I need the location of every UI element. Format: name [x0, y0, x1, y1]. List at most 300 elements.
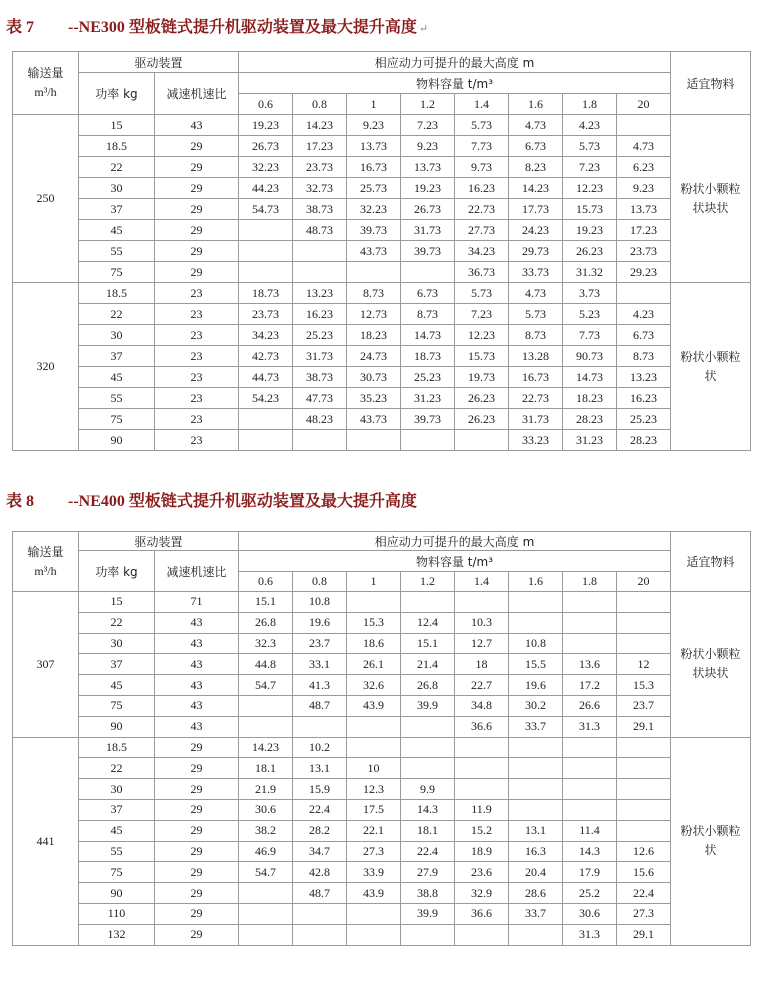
- capacity-unit-label: m³/h: [34, 563, 57, 578]
- height-cell: 33.9: [347, 862, 401, 883]
- table-row: [13, 388, 751, 409]
- ratio-cell: 29: [155, 799, 239, 820]
- height-cell: [347, 430, 401, 451]
- height-cell: [293, 430, 347, 451]
- ratio-cell: 23: [155, 346, 239, 367]
- table-8-title: --NE400 型板链式提升机驱动装置及最大提升高度: [68, 493, 417, 510]
- height-cell: 31.73: [293, 346, 347, 367]
- height-cell: 8.73: [401, 304, 455, 325]
- height-cell: 10.8: [293, 592, 347, 613]
- height-cell: [509, 924, 563, 945]
- height-cell: 15.3: [617, 675, 671, 696]
- height-cell: [401, 716, 455, 737]
- height-cell: 30.73: [347, 367, 401, 388]
- height-cell: 32.23: [239, 157, 293, 178]
- height-cell: [563, 758, 617, 779]
- height-cell: 23.73: [617, 241, 671, 262]
- table-row: [13, 903, 751, 924]
- height-cell: [347, 737, 401, 758]
- height-cell: 19.23: [401, 178, 455, 199]
- capacity-cell: 307: [13, 592, 79, 738]
- height-cell: [563, 737, 617, 758]
- table-row: [13, 115, 751, 136]
- height-cell: 21.9: [239, 779, 293, 800]
- height-cell: [455, 779, 509, 800]
- height-cell: 27.73: [455, 220, 509, 241]
- height-cell: 31.23: [563, 430, 617, 451]
- height-cell: 34.8: [455, 695, 509, 716]
- table-row: [13, 695, 751, 716]
- height-cell: [455, 758, 509, 779]
- drive-header: 驱动装置: [79, 52, 239, 73]
- height-cell: 23.7: [617, 695, 671, 716]
- height-cell: 15.1: [239, 592, 293, 613]
- height-cell: 46.9: [239, 841, 293, 862]
- height-cell: 13.1: [509, 820, 563, 841]
- height-cell: 35.23: [347, 388, 401, 409]
- density-value-header: 1.6: [509, 94, 563, 115]
- height-cell: [239, 430, 293, 451]
- height-cell: 20.4: [509, 862, 563, 883]
- height-cell: 14.23: [293, 115, 347, 136]
- power-cell: 37: [79, 199, 155, 220]
- height-cell: 43.9: [347, 883, 401, 904]
- height-cell: 18.1: [239, 758, 293, 779]
- max-height-header: 相应动力可提升的最大高度 m: [239, 52, 671, 73]
- ratio-cell: 29: [155, 903, 239, 924]
- height-cell: [239, 903, 293, 924]
- height-cell: [239, 716, 293, 737]
- height-cell: 23.73: [293, 157, 347, 178]
- height-cell: 17.9: [563, 862, 617, 883]
- height-cell: 9.23: [617, 178, 671, 199]
- height-cell: 12.6: [617, 841, 671, 862]
- table-row: [13, 862, 751, 883]
- height-cell: 11.4: [563, 820, 617, 841]
- table-row: [13, 346, 751, 367]
- power-cell: 15: [79, 115, 155, 136]
- table-row: [13, 799, 751, 820]
- height-cell: [509, 612, 563, 633]
- density-header: 物料容量 t/m³: [239, 551, 671, 572]
- ratio-cell: 43: [155, 633, 239, 654]
- capacity-cell: 250: [13, 115, 79, 283]
- power-cell: 30: [79, 325, 155, 346]
- height-cell: 18.1: [401, 820, 455, 841]
- height-cell: 3.73: [563, 283, 617, 304]
- height-cell: 28.23: [563, 409, 617, 430]
- ratio-cell: 23: [155, 388, 239, 409]
- material-cell: 粉状小颗粒状: [671, 283, 751, 451]
- height-cell: 18.23: [563, 388, 617, 409]
- height-cell: [401, 592, 455, 613]
- power-cell: 75: [79, 409, 155, 430]
- capacity-header: [13, 52, 79, 115]
- height-cell: 32.3: [239, 633, 293, 654]
- height-cell: 15.9: [293, 779, 347, 800]
- height-cell: 4.73: [509, 115, 563, 136]
- height-cell: [239, 695, 293, 716]
- ratio-cell: 29: [155, 199, 239, 220]
- ratio-cell: 29: [155, 178, 239, 199]
- ratio-cell: 43: [155, 612, 239, 633]
- table-row: [13, 409, 751, 430]
- height-cell: 30.2: [509, 695, 563, 716]
- ratio-cell: 43: [155, 695, 239, 716]
- height-cell: 18.73: [401, 346, 455, 367]
- capacity-header-label: 输送量: [27, 544, 64, 559]
- height-cell: 19.23: [239, 115, 293, 136]
- height-cell: 26.23: [455, 388, 509, 409]
- density-value-header: 1.8: [563, 94, 617, 115]
- height-cell: 13.23: [617, 367, 671, 388]
- height-cell: [617, 592, 671, 613]
- height-cell: 34.7: [293, 841, 347, 862]
- height-cell: 54.7: [239, 675, 293, 696]
- height-cell: 36.6: [455, 903, 509, 924]
- height-cell: 14.23: [509, 178, 563, 199]
- height-cell: 22.73: [455, 199, 509, 220]
- height-cell: 22.4: [293, 799, 347, 820]
- power-cell: 37: [79, 799, 155, 820]
- height-cell: 43.73: [347, 409, 401, 430]
- height-cell: 38.2: [239, 820, 293, 841]
- height-cell: 44.23: [239, 178, 293, 199]
- height-cell: [455, 592, 509, 613]
- height-cell: 17.5: [347, 799, 401, 820]
- height-cell: 5.73: [455, 283, 509, 304]
- ratio-cell: 29: [155, 157, 239, 178]
- height-cell: 32.73: [293, 178, 347, 199]
- table-7: [12, 51, 751, 451]
- ratio-header: 减速机速比: [155, 73, 239, 115]
- ratio-cell: 29: [155, 862, 239, 883]
- height-cell: 38.73: [293, 367, 347, 388]
- max-height-header: 相应动力可提升的最大高度 m: [239, 532, 671, 551]
- height-cell: 41.3: [293, 675, 347, 696]
- ratio-cell: 29: [155, 758, 239, 779]
- height-cell: 33.1: [293, 654, 347, 675]
- density-value-header: 0.8: [293, 572, 347, 592]
- height-cell: 42.73: [239, 346, 293, 367]
- height-cell: 15.73: [455, 346, 509, 367]
- ratio-cell: 29: [155, 737, 239, 758]
- power-cell: 55: [79, 388, 155, 409]
- height-cell: 39.73: [347, 220, 401, 241]
- density-value-header: 1.8: [563, 572, 617, 592]
- height-cell: 16.3: [509, 841, 563, 862]
- ratio-cell: 29: [155, 820, 239, 841]
- ratio-cell: 29: [155, 136, 239, 157]
- power-cell: 22: [79, 758, 155, 779]
- height-cell: [239, 883, 293, 904]
- height-cell: 44.8: [239, 654, 293, 675]
- height-cell: 48.73: [293, 220, 347, 241]
- height-cell: [293, 903, 347, 924]
- power-cell: 90: [79, 430, 155, 451]
- height-cell: [509, 799, 563, 820]
- height-cell: 32.23: [347, 199, 401, 220]
- height-cell: [509, 779, 563, 800]
- height-cell: 12.23: [563, 178, 617, 199]
- density-value-header: 1.2: [401, 572, 455, 592]
- height-cell: 25.23: [293, 325, 347, 346]
- table-row: [13, 737, 751, 758]
- height-cell: 17.2: [563, 675, 617, 696]
- height-cell: [401, 430, 455, 451]
- height-cell: 31.3: [563, 924, 617, 945]
- height-cell: 9.9: [401, 779, 455, 800]
- height-cell: 16.23: [617, 388, 671, 409]
- height-cell: 15.3: [347, 612, 401, 633]
- density-value-header: 0.8: [293, 94, 347, 115]
- density-value-header: 1: [347, 572, 401, 592]
- height-cell: 38.73: [293, 199, 347, 220]
- ratio-cell: 29: [155, 262, 239, 283]
- density-header: 物料容量 t/m³: [239, 73, 671, 94]
- height-cell: 16.73: [509, 367, 563, 388]
- table-row: [13, 241, 751, 262]
- height-cell: [401, 262, 455, 283]
- table-8-caption: [6, 488, 417, 511]
- height-cell: 23.73: [239, 304, 293, 325]
- height-cell: 10.8: [509, 633, 563, 654]
- height-cell: 48.7: [293, 695, 347, 716]
- height-cell: 29.1: [617, 716, 671, 737]
- power-cell: 90: [79, 716, 155, 737]
- height-cell: 27.3: [617, 903, 671, 924]
- density-value-header: 1: [347, 94, 401, 115]
- height-cell: 13.23: [293, 283, 347, 304]
- power-cell: 75: [79, 262, 155, 283]
- height-cell: 16.23: [293, 304, 347, 325]
- height-cell: 32.6: [347, 675, 401, 696]
- height-cell: 13.28: [509, 346, 563, 367]
- height-cell: [509, 737, 563, 758]
- height-cell: 33.7: [509, 903, 563, 924]
- height-cell: 14.73: [563, 367, 617, 388]
- height-cell: 24.73: [347, 346, 401, 367]
- height-cell: 31.3: [563, 716, 617, 737]
- height-cell: 12.73: [347, 304, 401, 325]
- height-cell: [347, 262, 401, 283]
- height-cell: 25.23: [401, 367, 455, 388]
- table-row: [13, 283, 751, 304]
- height-cell: 33.23: [509, 430, 563, 451]
- capacity-header: [13, 532, 79, 592]
- height-cell: 17.23: [617, 220, 671, 241]
- table-row: [13, 716, 751, 737]
- height-cell: 19.23: [563, 220, 617, 241]
- height-cell: 14.23: [239, 737, 293, 758]
- height-cell: 17.73: [509, 199, 563, 220]
- ratio-cell: 43: [155, 716, 239, 737]
- material-header: 适宜物料: [671, 532, 751, 592]
- table-row: [13, 199, 751, 220]
- height-cell: 29.23: [617, 262, 671, 283]
- height-cell: 11.9: [455, 799, 509, 820]
- material-cell: 粉状小颗粒状: [671, 737, 751, 945]
- ratio-cell: 23: [155, 430, 239, 451]
- height-cell: [293, 924, 347, 945]
- height-cell: 23.6: [455, 862, 509, 883]
- table-8: [12, 531, 751, 946]
- height-cell: 54.7: [239, 862, 293, 883]
- height-cell: 6.23: [617, 157, 671, 178]
- height-cell: [509, 758, 563, 779]
- density-value-header: 1.4: [455, 94, 509, 115]
- density-value-header: 1.6: [509, 572, 563, 592]
- height-cell: 43.73: [347, 241, 401, 262]
- table-row: [13, 325, 751, 346]
- power-cell: 22: [79, 304, 155, 325]
- capacity-cell: 320: [13, 283, 79, 451]
- height-cell: 10.2: [293, 737, 347, 758]
- height-cell: 42.8: [293, 862, 347, 883]
- height-cell: 13.73: [347, 136, 401, 157]
- height-cell: [617, 633, 671, 654]
- height-cell: 14.73: [401, 325, 455, 346]
- height-cell: 7.23: [455, 304, 509, 325]
- height-cell: [347, 592, 401, 613]
- height-cell: 25.2: [563, 883, 617, 904]
- table-row: [13, 924, 751, 945]
- height-cell: 25.23: [617, 409, 671, 430]
- paragraph-mark-icon: ↵: [418, 23, 429, 35]
- height-cell: 29.1: [617, 924, 671, 945]
- table-7-number: 表 7: [6, 19, 35, 36]
- power-cell: 55: [79, 241, 155, 262]
- table-row: [13, 220, 751, 241]
- height-cell: 7.23: [401, 115, 455, 136]
- height-cell: [455, 737, 509, 758]
- material-header: 适宜物料: [671, 52, 751, 115]
- table-row: [13, 758, 751, 779]
- capacity-header-label: 输送量: [27, 66, 64, 80]
- height-cell: [617, 737, 671, 758]
- height-cell: [293, 716, 347, 737]
- height-cell: 7.73: [563, 325, 617, 346]
- density-value-header: 1.2: [401, 94, 455, 115]
- height-cell: 28.6: [509, 883, 563, 904]
- height-cell: 26.23: [563, 241, 617, 262]
- height-cell: [239, 241, 293, 262]
- power-cell: 45: [79, 675, 155, 696]
- table-7-title: --NE300 型板链式提升机驱动装置及最大提升高度: [68, 19, 417, 36]
- height-cell: 44.73: [239, 367, 293, 388]
- height-cell: 19.6: [509, 675, 563, 696]
- power-cell: 132: [79, 924, 155, 945]
- height-cell: 16.73: [347, 157, 401, 178]
- ratio-cell: 43: [155, 115, 239, 136]
- height-cell: 13.73: [401, 157, 455, 178]
- height-cell: 8.73: [509, 325, 563, 346]
- height-cell: 19.73: [455, 367, 509, 388]
- ratio-cell: 23: [155, 283, 239, 304]
- height-cell: 26.8: [239, 612, 293, 633]
- height-cell: 18.73: [239, 283, 293, 304]
- power-cell: 22: [79, 157, 155, 178]
- height-cell: [293, 241, 347, 262]
- height-cell: 8.73: [347, 283, 401, 304]
- power-cell: 37: [79, 654, 155, 675]
- ratio-cell: 29: [155, 841, 239, 862]
- height-cell: 22.4: [617, 883, 671, 904]
- power-cell: 18.5: [79, 283, 155, 304]
- power-cell: 30: [79, 633, 155, 654]
- height-cell: [455, 924, 509, 945]
- height-cell: 33.73: [509, 262, 563, 283]
- height-cell: 48.7: [293, 883, 347, 904]
- table-row: [13, 633, 751, 654]
- height-cell: [293, 262, 347, 283]
- power-cell: 30: [79, 178, 155, 199]
- height-cell: 14.3: [563, 841, 617, 862]
- table-row: [13, 779, 751, 800]
- height-cell: 15.2: [455, 820, 509, 841]
- density-value-header: 0.6: [239, 94, 293, 115]
- power-cell: 22: [79, 612, 155, 633]
- density-value-header: 20: [617, 572, 671, 592]
- height-cell: 21.4: [401, 654, 455, 675]
- height-cell: 26.23: [455, 409, 509, 430]
- height-cell: 31.73: [509, 409, 563, 430]
- ratio-cell: 23: [155, 304, 239, 325]
- height-cell: 29.73: [509, 241, 563, 262]
- drive-header: 驱动装置: [79, 532, 239, 551]
- height-cell: 7.73: [455, 136, 509, 157]
- height-cell: 9.73: [455, 157, 509, 178]
- height-cell: 27.9: [401, 862, 455, 883]
- table-7-caption: [6, 14, 428, 37]
- density-value-header: 0.6: [239, 572, 293, 592]
- height-cell: 13.6: [563, 654, 617, 675]
- table-row: [13, 883, 751, 904]
- height-cell: [563, 592, 617, 613]
- power-cell: 90: [79, 883, 155, 904]
- height-cell: 5.73: [455, 115, 509, 136]
- power-cell: 45: [79, 367, 155, 388]
- height-cell: 10.3: [455, 612, 509, 633]
- table-row: [13, 157, 751, 178]
- height-cell: 15.5: [509, 654, 563, 675]
- ratio-cell: 23: [155, 409, 239, 430]
- power-cell: 55: [79, 841, 155, 862]
- table-row: [13, 654, 751, 675]
- height-cell: 13.1: [293, 758, 347, 779]
- height-cell: [509, 592, 563, 613]
- height-cell: 36.73: [455, 262, 509, 283]
- height-cell: 25.73: [347, 178, 401, 199]
- power-cell: 15: [79, 592, 155, 613]
- height-cell: 26.8: [401, 675, 455, 696]
- height-cell: 39.73: [401, 409, 455, 430]
- height-cell: 22.7: [455, 675, 509, 696]
- height-cell: [401, 924, 455, 945]
- height-cell: 12: [617, 654, 671, 675]
- height-cell: 26.73: [401, 199, 455, 220]
- height-cell: 15.6: [617, 862, 671, 883]
- power-cell: 18.5: [79, 737, 155, 758]
- height-cell: [347, 903, 401, 924]
- height-cell: [563, 779, 617, 800]
- table-row: [13, 592, 751, 613]
- height-cell: 31.23: [401, 388, 455, 409]
- power-cell: 18.5: [79, 136, 155, 157]
- height-cell: 9.23: [401, 136, 455, 157]
- power-header: 功率 kg: [79, 551, 155, 592]
- height-cell: [617, 283, 671, 304]
